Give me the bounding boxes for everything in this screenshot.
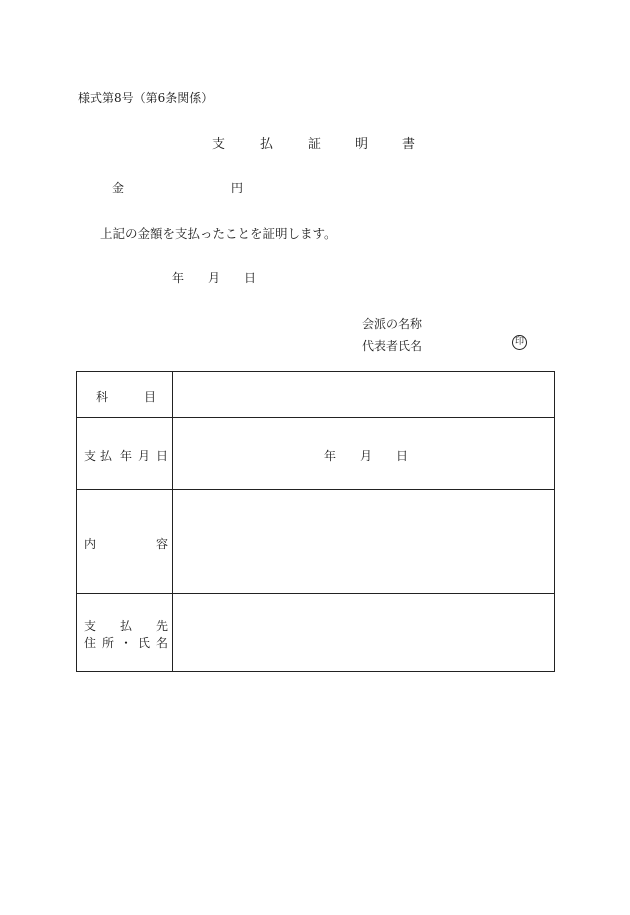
date-year-label: 年 — [172, 271, 185, 285]
table-row-divider — [77, 593, 554, 594]
date-day-label: 日 — [244, 271, 257, 285]
content-label-char: 容 — [156, 537, 169, 551]
title-char: 証 — [308, 137, 322, 152]
payment-date-day: 日 — [396, 449, 409, 463]
payment-date-month: 月 — [360, 449, 373, 463]
payment-date-label-char: 払 — [100, 449, 113, 463]
content-label-char: 内 — [84, 537, 97, 551]
seal-mark: 印 — [512, 335, 527, 350]
certification-statement: 上記の金額を支払ったことを証明します。 — [100, 226, 337, 241]
date-month-label: 月 — [208, 271, 221, 285]
payee-label-char: 所 — [102, 636, 115, 650]
form-number: 様式第8号（第6条関係） — [78, 91, 214, 105]
title-char: 明 — [355, 137, 369, 152]
table-row-divider — [77, 489, 554, 490]
payee-label-char: 先 — [156, 619, 169, 633]
payee-label-char: 支 — [84, 619, 97, 633]
payee-label-char: 氏 — [138, 636, 151, 650]
subject-label-char: 目 — [144, 390, 157, 404]
payee-label-char: 払 — [120, 619, 133, 633]
payment-date-label-char: 日 — [156, 449, 169, 463]
table-row-divider — [77, 417, 554, 418]
payment-date-year: 年 — [324, 449, 337, 463]
payee-label-char: 住 — [84, 636, 97, 650]
org-name-label: 会派の名称 — [362, 317, 423, 331]
amount-unit: 円 — [231, 181, 244, 195]
representative-name-label: 代表者氏名 — [362, 339, 423, 353]
payment-date-label-char: 年 — [120, 449, 133, 463]
payee-label-char: ・ — [120, 636, 133, 650]
payment-details-table — [76, 371, 555, 672]
payment-date-label-char: 支 — [84, 449, 97, 463]
payee-label-char: 名 — [156, 636, 169, 650]
title-char: 払 — [260, 137, 274, 152]
subject-label-char: 科 — [96, 390, 109, 404]
payment-date-label-char: 月 — [138, 449, 151, 463]
document-title — [0, 133, 630, 151]
title-char: 書 — [402, 137, 416, 152]
amount-label: 金 — [112, 181, 125, 195]
title-char: 支 — [212, 137, 226, 152]
